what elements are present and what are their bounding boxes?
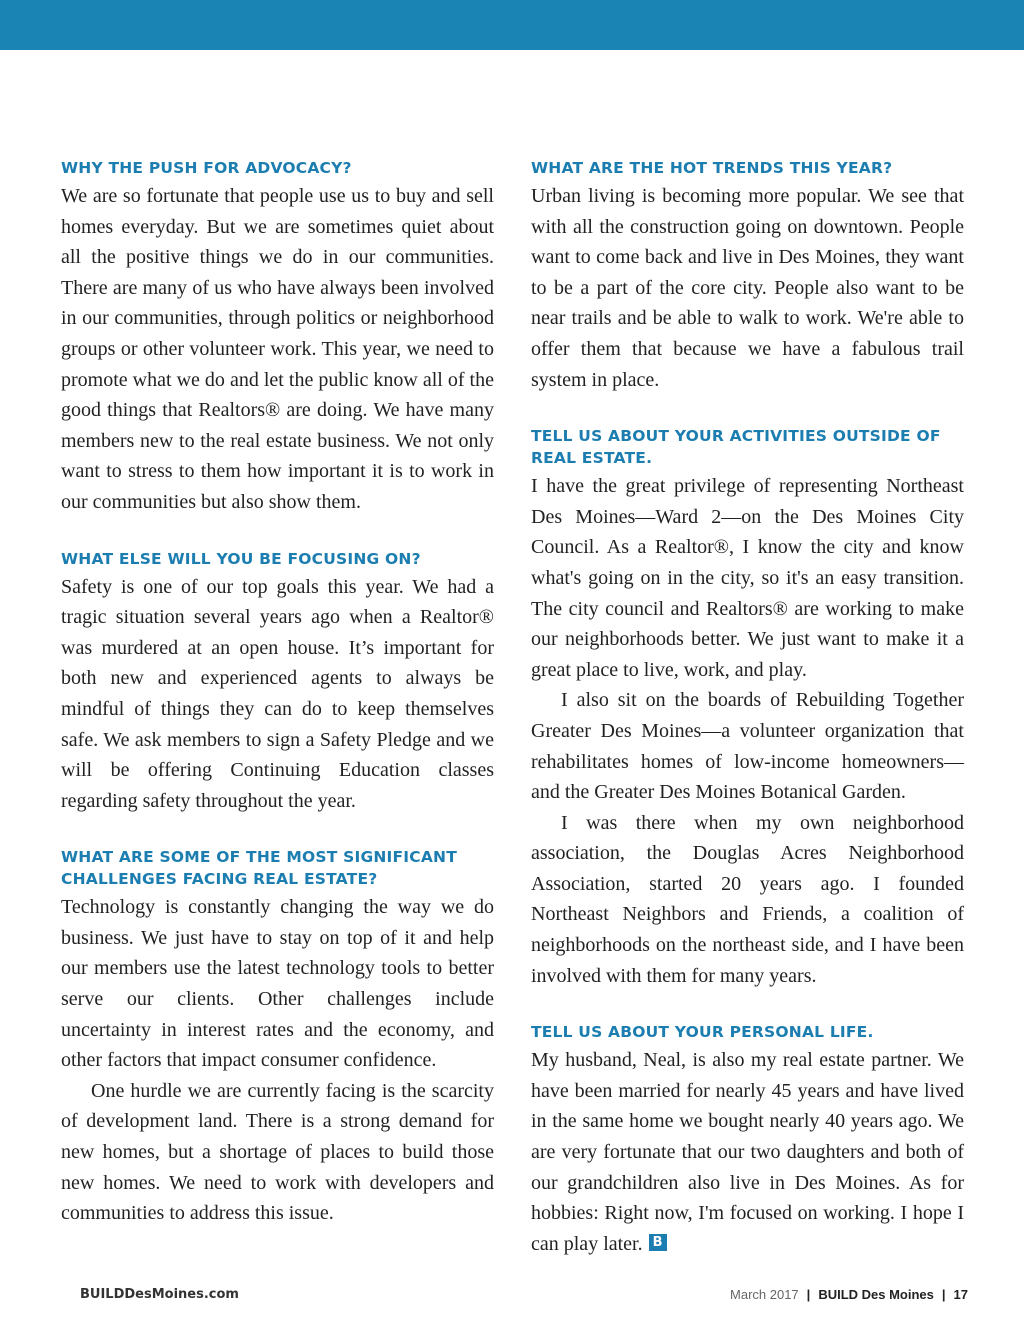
paragraph: I have the great privilege of representing Northeast Des Moines—Ward 2—on the Des Moines City Council. As a Realtor®, I know the city and know what's going on in the city, so it's an easy transition. The city council and Realtors® are working to make our neighborhoods better. We just want to make it a great place to live, work, and play. bbox=[531, 475, 964, 681]
section-heading: TELL US ABOUT YOUR ACTIVITIES OUTSIDE OF REAL ESTATE. bbox=[531, 427, 941, 468]
footer-folio bbox=[730, 1287, 968, 1302]
section-heading: WHAT ARE SOME OF THE MOST SIGNIFICANT CHALLENGES FACING REAL ESTATE? bbox=[61, 848, 457, 889]
page-number: 17 bbox=[953, 1287, 968, 1302]
section-activities bbox=[531, 425, 964, 991]
footer-issue: March 2017 bbox=[730, 1287, 799, 1302]
paragraph-final bbox=[531, 1045, 964, 1259]
section-heading: WHY THE PUSH FOR ADVOCACY? bbox=[61, 159, 352, 177]
paragraph: Technology is constantly changing the way we do business. We just have to stay on top of it and help our members use the latest technology tools to better serve our clients. Other challenges include uncertainty in interest rates and the economy, and other factors that impact consumer confidence. bbox=[61, 896, 494, 1072]
paragraph: I was there when my own neighborhood association, the Douglas Acres Neighborhood Association, started 20 years ago. I founded Northeast Neighbors and Friends, a coalition of neighborhoods on the northeast side, and I have been involved with them for many years. bbox=[531, 811, 964, 987]
section-focus bbox=[61, 548, 494, 817]
right-column bbox=[531, 157, 964, 1289]
paragraph: Safety is one of our top goals this year. We had a tragic situation several years ago when a Realtor® was murdered at an open house. It’s important for both new and experienced agents to always be mindful of things they can do to keep themselves safe. We ask members to sign a Safety Pledge and we will be offering Continuing Education classes regarding safety throughout the year. bbox=[61, 575, 494, 812]
header-color-band bbox=[0, 0, 1024, 50]
section-heading: TELL US ABOUT YOUR PERSONAL LIFE. bbox=[531, 1023, 874, 1042]
section-heading: WHAT ELSE WILL YOU BE FOCUSING ON? bbox=[61, 549, 421, 568]
left-column bbox=[61, 157, 494, 1259]
section-trends bbox=[531, 157, 964, 395]
footer-separator: | bbox=[941, 1287, 946, 1302]
section-personal bbox=[531, 1021, 964, 1259]
end-mark-icon: B bbox=[649, 1234, 667, 1251]
footer-website: BUILDDesMoines.com bbox=[80, 1287, 239, 1302]
paragraph: Urban living is becoming more popular. We see that with all the construction going on downtown. People want to come back and live in Des Moines, they want to be a part of the core city. People also want to be near trails and be able to walk to work. We're able to offer them that because we have a fabulous trail system in place. bbox=[531, 185, 964, 391]
footer-publication: BUILD Des Moines bbox=[818, 1287, 934, 1302]
section-challenges bbox=[61, 846, 494, 1229]
footer-separator: | bbox=[806, 1287, 811, 1302]
paragraph: One hurdle we are currently facing is the scarcity of development land. There is a strong demand for new homes, but a shortage of places to build those new homes. We need to work with developers and communities to address this issue. bbox=[61, 1079, 494, 1225]
paragraph: We are so fortunate that people use us to buy and sell homes everyday. But we are sometimes quiet about all the positive things we do in our communities. There are many of us who have always been involved in our communities, through politics or neighborhood groups or other volunteer work. This year, we need to promote what we do and let the public know all of the good things that Realtors® are doing. We have many members new to the real estate business. We not only want to stress to them how important it is to work in our communities but also show them. bbox=[61, 185, 494, 513]
paragraph-text: My husband, Neal, is also my real estate partner. We have been married for nearly 45 years and have lived in the same home we bought nearly 40 years ago. We are very fortunate that our two daughters and both of our grandchildren also live in Des Moines. As for hobbies: Right now, I'm focused on working. I hope I can play later. bbox=[531, 1049, 964, 1255]
paragraph: I also sit on the boards of Rebuilding Together Greater Des Moines—a volunteer organization that rehabilitates homes of low-income homeowners—and the Greater Des Moines Botanical Garden. bbox=[531, 689, 964, 804]
section-heading: WHAT ARE THE HOT TRENDS THIS YEAR? bbox=[531, 159, 893, 177]
section-advocacy bbox=[61, 157, 494, 518]
